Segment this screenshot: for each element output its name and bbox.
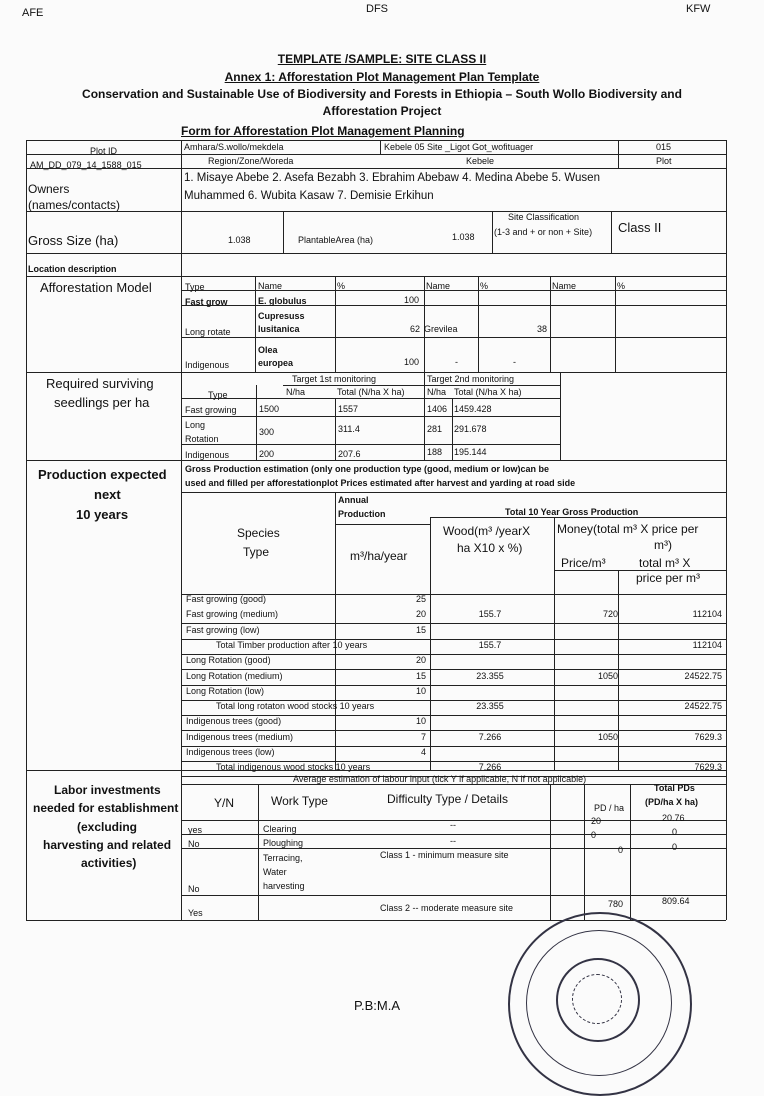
table-hline (26, 211, 726, 212)
plot-id-label: Plot ID (90, 146, 118, 156)
seedlings-label-2: seedlings per ha (54, 395, 150, 410)
production-row-name: Long Rotation (good) (186, 655, 271, 665)
labor-row-clearing-total: 20.76 (662, 813, 685, 823)
aff-fast-grow: Fast grow (185, 297, 228, 307)
header-right: KFW (686, 3, 711, 15)
money-label-1: Money(total m³ X price per (557, 522, 699, 536)
total-price-label-1: total m³ X (639, 556, 691, 570)
table-hline (181, 492, 726, 493)
production-row-name: Total indigenous wood stocks 10 years (216, 762, 371, 772)
aff-fast-species: E. globulus (258, 296, 307, 306)
production-row-annual: 15 (415, 625, 426, 635)
table-hline (26, 253, 726, 254)
seed-row-long-type-2: Rotation (185, 434, 219, 444)
table-vline (550, 276, 551, 372)
seed-row-long-total1: 311.4 (338, 424, 360, 434)
template-title: TEMPLATE /SAMPLE: SITE CLASS II (277, 52, 487, 66)
plot-label: Plot (656, 156, 672, 166)
aff-long-name2: Grevilea (424, 324, 458, 334)
labor-col-yn: Y/N (214, 796, 235, 810)
table-hline (26, 154, 726, 155)
production-row-price: 1050 (597, 732, 618, 742)
production-row-money: 112104 (692, 640, 722, 650)
aff-indig-species-1: Olea (258, 345, 278, 355)
seed-row-indig-total1: 207.6 (338, 449, 361, 459)
labor-row-clearing-work: Clearing (263, 824, 297, 834)
seed-col-total2: Total (N/ha X ha) (454, 387, 522, 397)
plot-number: 015 (656, 142, 672, 152)
production-row-annual: 20 (415, 609, 426, 619)
annual-label-2: Production (338, 509, 386, 519)
region-label: Region/Zone/Woreda (208, 156, 294, 166)
seed-col-type: Type (208, 390, 228, 400)
production-row-name: Fast growing (low) (186, 625, 260, 635)
table-vline (618, 570, 619, 770)
project-title-line1: Conservation and Sustainable Use of Biodiversity and Forests in Ethiopia – South Wollo Biodiversity and (82, 87, 682, 101)
table-vline (335, 276, 336, 372)
production-row-annual: 7 (420, 732, 426, 742)
money-label-2: m³) (654, 538, 672, 552)
annual-label-1: Annual (338, 495, 369, 505)
production-row-money: 7629.3 (694, 762, 722, 772)
production-row-annual: 10 (415, 716, 426, 726)
aff-long-species-1: Cupresuss (258, 311, 305, 321)
table-vline (26, 140, 27, 920)
production-row-money: 112104 (692, 609, 722, 619)
total-10-year-label: Total 10 Year Gross Production (505, 507, 639, 517)
aff-col-pct3: % (617, 281, 626, 291)
table-hline (181, 623, 726, 624)
table-hline (181, 730, 726, 731)
table-hline (430, 517, 726, 518)
table-hline (181, 784, 726, 785)
plantable-area-label: PlantableArea (ha) (298, 235, 374, 245)
aff-col-name2: Name (426, 281, 451, 291)
labor-row-ploughing-total: 0 (672, 827, 678, 837)
seed-row-fast-nha2: 1406 (427, 404, 448, 414)
aff-indig-pct: 100 (404, 357, 420, 367)
aff-dash-1: - (455, 357, 458, 367)
footer-text: P.B:M.A (354, 998, 401, 1013)
seed-row-fast-total1: 1557 (338, 404, 359, 414)
labor-col-work: Work Type (271, 794, 328, 808)
wood-label-1: Wood(m³ /yearX (443, 524, 531, 538)
production-row-price: 720 (602, 609, 618, 619)
aff-long-pct: 62 (410, 324, 421, 334)
production-row-name: Total long rotaton wood stocks 10 years (216, 701, 375, 711)
table-vline (478, 276, 479, 372)
table-hline (181, 895, 726, 896)
table-hline (26, 276, 726, 277)
labor-label-1: Labor investments (54, 783, 161, 797)
production-row-annual: 15 (415, 671, 426, 681)
table-hline (181, 444, 560, 445)
target-1-label: Target 1st monitoring (292, 374, 377, 384)
price-col-label: Price/m³ (561, 556, 606, 570)
table-vline (181, 140, 182, 920)
aff-fast-pct: 100 (404, 295, 420, 305)
owners-line-1: 1. Misaye Abebe 2. Asefa Bezabh 3. Ebrahim Abebaw 4. Medina Abebe 5. Wusen (184, 172, 600, 184)
aff-indig-species-2: europea (258, 358, 294, 368)
labor-row-clearing-diff: -- (450, 820, 456, 830)
production-row-money: 24522.75 (684, 671, 722, 681)
labor-row-terracing-diff: Class 1 - minimum measure site (380, 850, 509, 860)
labor-row-ploughing-work: Ploughing (263, 838, 304, 848)
seed-row-fast-nha1: 1500 (259, 404, 280, 414)
production-row-name: Indigenous trees (good) (186, 716, 282, 726)
production-row-wood: 23.355 (476, 671, 504, 681)
labor-col-total-1: Total PDs (654, 783, 695, 793)
table-vline (550, 784, 551, 920)
labor-label-4: harvesting and related (43, 838, 172, 852)
total-price-label-2: price per m³ (636, 571, 701, 585)
seed-row-indig-type: Indigenous (185, 450, 230, 460)
table-hline (335, 524, 430, 525)
labor-avg-note: Average estimation of labour input (tick Y if applicable, N if not applicable) (293, 774, 587, 784)
labor-row-terracing-work-3: harvesting (263, 881, 305, 891)
seed-row-long-nha2: 281 (427, 424, 443, 434)
table-vline (258, 784, 259, 920)
aff-col-type: Type (185, 282, 205, 292)
owners-line-2: Muhammed 6. Wubita Kasaw 7. Demisie Erkihun (184, 190, 434, 202)
region-value: Amhara/S.wollo/mekdela (184, 142, 284, 152)
labor-row-ploughing-yn: No (188, 839, 200, 849)
table-hline (26, 770, 726, 771)
production-row-wood: 155.7 (478, 640, 502, 650)
plot-id-value: AM_DD_079_14_1588_015 (30, 160, 142, 170)
table-vline (335, 492, 336, 770)
table-hline (26, 140, 726, 141)
production-row-wood: 7.266 (478, 732, 502, 742)
table-hline (26, 460, 726, 461)
project-title-line2: Afforestation Project (322, 104, 442, 118)
species-label-2: Type (243, 545, 270, 559)
table-vline (424, 372, 425, 460)
seedlings-label-1: Required surviving (46, 376, 154, 391)
production-row-price: 1050 (597, 671, 618, 681)
labor-row-terracing-yn: No (188, 884, 200, 894)
seed-row-long-type-1: Long (185, 420, 206, 430)
production-row-annual: 25 (415, 594, 426, 604)
labor-row-ploughing-pd: 0 (591, 830, 597, 840)
labor-label-2: needed for establishment (33, 801, 179, 815)
labor-label-5: activities) (81, 856, 137, 870)
aff-col-pct2: % (480, 281, 489, 291)
afforestation-model-label: Afforestation Model (40, 280, 152, 295)
labor-row-class2-pd: 780 (608, 899, 624, 909)
table-hline (283, 385, 560, 386)
production-label-1: Production expected (38, 467, 167, 482)
table-vline (380, 140, 381, 154)
target-2-label: Target 2nd monitoring (427, 374, 515, 384)
labor-row-terracing-work-1: Terracing, (263, 853, 303, 863)
plantable-area-value: 1.038 (452, 232, 475, 242)
owners-label-1: Owners (28, 182, 70, 196)
production-row-name: Long Rotation (medium) (186, 671, 283, 681)
production-label-3: 10 years (76, 507, 129, 522)
production-row-wood: 7.266 (478, 762, 502, 772)
seed-row-fast-type: Fast growing (185, 405, 237, 415)
table-hline (26, 372, 726, 373)
table-vline (584, 784, 585, 920)
production-row-wood: 23.355 (476, 701, 504, 711)
site-class-value: Class II (618, 220, 662, 235)
aff-long-rotate: Long rotate (185, 327, 231, 337)
unit-label: m³/ha/year (350, 549, 408, 563)
production-note-2: used and filled per afforestationplot Prices estimated after harvest and yarding at road side (185, 478, 576, 488)
table-vline (335, 398, 336, 460)
kebele-value: Kebele 05 Site _Ligot Got_wofituager (384, 142, 534, 152)
seed-row-indig-nha2: 188 (427, 447, 443, 457)
seed-row-long-nha1: 300 (259, 427, 275, 437)
labor-row-terracing-work-2: Water (263, 867, 287, 877)
labor-row-ploughing-diff: -- (450, 836, 456, 846)
aff-dash-2: - (513, 357, 516, 367)
production-row-name: Indigenous trees (medium) (186, 732, 294, 742)
table-vline (256, 385, 257, 460)
form-title: Form for Afforestation Plot Management Planning (181, 124, 465, 138)
production-row-name: Long Rotation (low) (186, 686, 265, 696)
labor-col-diff: Difficulty Type / Details (387, 792, 508, 806)
production-row-name: Fast growing (good) (186, 594, 267, 604)
owners-label-2: (names/contacts) (28, 198, 121, 212)
labor-row-class2-yn: Yes (188, 908, 203, 918)
wood-label-2: ha X10 x %) (457, 541, 523, 555)
production-row-annual: 4 (420, 747, 426, 757)
table-hline (181, 337, 726, 338)
table-vline (560, 372, 561, 460)
labor-label-3: (excluding (77, 820, 138, 834)
seed-col-nha2: N/ha (427, 387, 447, 397)
header-center: DFS (366, 3, 388, 15)
location-label: Location description (28, 264, 117, 274)
site-class-label-2: (1-3 and + or non + Site) (494, 227, 593, 237)
production-row-annual: 10 (415, 686, 426, 696)
aff-col-name3: Name (552, 281, 577, 291)
table-vline (726, 140, 727, 920)
production-row-money: 7629.3 (694, 732, 722, 742)
labor-row-terracing-pd: 0 (618, 845, 624, 855)
labor-row-clearing-yn: yes (188, 825, 203, 835)
seed-row-indig-total2: 195.144 (454, 447, 487, 457)
seed-col-total: Total (N/ha X ha) (337, 387, 405, 397)
header-left: AFE (22, 7, 44, 19)
labor-row-class2-diff: Class 2 -- moderate measure site (380, 903, 514, 913)
table-vline (615, 276, 616, 372)
labor-row-clearing-pd: 20 (591, 816, 602, 826)
production-row-name: Fast growing (medium) (186, 609, 279, 619)
production-row-money: 24522.75 (684, 701, 722, 711)
site-class-label-1: Site Classification (508, 212, 580, 222)
kebele-label: Kebele (466, 156, 495, 166)
labor-col-total-2: (PD/ha X ha) (645, 797, 699, 807)
aff-long-pct2: 38 (537, 324, 548, 334)
gross-size-value: 1.038 (228, 235, 251, 245)
annex-title: Annex 1: Afforestation Plot Management Plan Template (224, 70, 540, 84)
aff-indigenous: Indigenous (185, 360, 230, 370)
table-hline (181, 398, 560, 399)
table-vline (630, 784, 631, 920)
gross-size-label: Gross Size (ha) (28, 233, 119, 248)
labor-row-terracing-total: 0 (672, 842, 678, 852)
table-vline (492, 211, 493, 253)
seed-row-fast-total2: 1459.428 (454, 404, 492, 414)
species-label-1: Species (237, 526, 280, 540)
seed-col-nha: N/ha (286, 387, 306, 397)
production-row-name: Total Timber production after 10 years (216, 640, 368, 650)
seed-row-long-total2: 291.678 (454, 424, 487, 434)
production-note-1: Gross Production estimation (only one production type (good, medium or low)can be (185, 464, 550, 474)
aff-col-pct: % (337, 281, 346, 291)
production-row-annual: 20 (415, 655, 426, 665)
labor-col-pd: PD / ha (594, 803, 625, 813)
table-hline (181, 416, 560, 417)
labor-row-class2-total: 809.64 (662, 896, 690, 906)
seed-row-indig-nha1: 200 (259, 449, 275, 459)
table-hline (181, 848, 726, 849)
table-vline (618, 140, 619, 168)
table-vline (255, 276, 256, 372)
aff-long-species-2: lusitanica (258, 324, 300, 334)
table-hline (181, 834, 726, 835)
production-label-2: next (94, 487, 121, 502)
table-vline (283, 211, 284, 253)
production-row-wood: 155.7 (478, 609, 502, 619)
table-vline (611, 211, 612, 253)
table-vline (452, 398, 453, 460)
aff-col-name: Name (258, 281, 283, 291)
production-row-name: Indigenous trees (low) (186, 747, 275, 757)
table-hline (181, 669, 726, 670)
